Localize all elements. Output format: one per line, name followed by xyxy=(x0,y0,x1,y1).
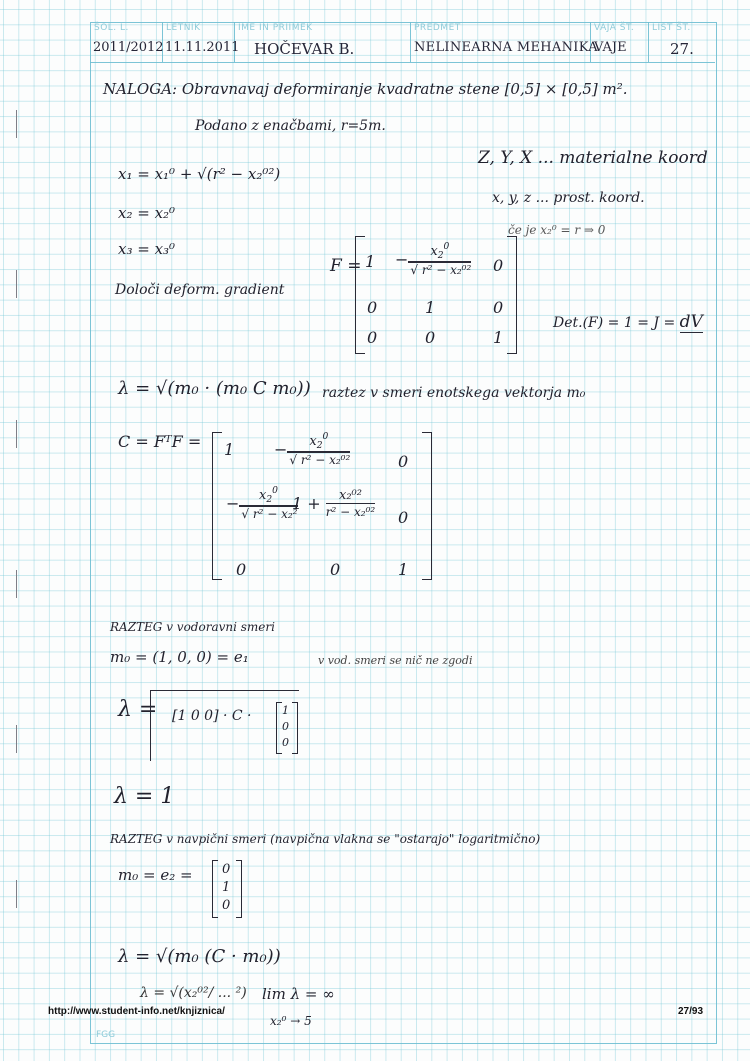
equation-x3: x₃ = x₃⁰ xyxy=(118,240,176,258)
horizontal-stretch-heading: RAZTEG v vodoravni smeri xyxy=(110,620,275,634)
header-subject: NELINEARNA MEHANIKA xyxy=(414,40,598,55)
vector-cell: 1 xyxy=(282,704,289,717)
c-label: C = FᵀF = xyxy=(118,432,202,451)
header-type: VAJE xyxy=(594,40,627,55)
margin-mark xyxy=(16,570,17,598)
vector-cell: 0 xyxy=(282,720,289,733)
det-f-line xyxy=(553,312,703,332)
margin-mark xyxy=(16,270,17,298)
tail-formula: λ = √(x₂⁰²/ ... ²) xyxy=(140,985,247,1001)
limit-subscript: x₂⁰ → 5 xyxy=(270,1014,312,1028)
matrix-cell: 0 xyxy=(425,328,436,347)
header-year: 2011/2012 xyxy=(93,40,164,55)
bracket-left xyxy=(212,432,222,580)
matrix-cell: 0 xyxy=(330,560,341,579)
matrix-cell-fraction: 1 + $\frac{\text{x₂⁰²}}{\text{r² − x₂⁰²}}$ xyxy=(292,488,376,519)
no-change-note: v vod. smeri se nič ne zgodi xyxy=(318,654,473,667)
m0-e1: m₀ = (1, 0, 0) = e₁ xyxy=(110,648,249,666)
matrix-cell: 0 xyxy=(398,452,409,471)
matrix-cell: 0 xyxy=(398,508,409,527)
header-year-label: ŠOL. L. xyxy=(94,23,129,33)
header-subject-cell xyxy=(410,22,598,62)
bracket-right xyxy=(507,236,517,354)
header-name-cell xyxy=(234,22,411,62)
header-date-cell xyxy=(162,22,240,62)
row-vector-product: [1 0 0] · C · xyxy=(172,708,252,724)
header-name-label: IME IN PRIIMEK xyxy=(238,23,313,33)
header-page: 27. xyxy=(670,40,694,58)
matrix-cell: 0 xyxy=(367,298,378,317)
material-coords-note: Z, Y, X ... materialne koord xyxy=(478,148,708,168)
column-vector-e1 xyxy=(276,702,298,754)
header-type-cell xyxy=(590,22,649,62)
matrix-cell: 1 xyxy=(398,560,409,579)
lambda-result: λ = 1 xyxy=(114,784,175,809)
matrix-cell-fraction: − $\frac{x_2^0}{\text{√ r² − x₂²}}$ xyxy=(226,486,298,521)
spatial-coords-note: x, y, z ... prost. koord. xyxy=(492,190,645,206)
matrix-cell: 1 xyxy=(224,440,235,459)
page-counter: 27/93 xyxy=(678,1006,704,1017)
gradient-task: Določi deform. gradient xyxy=(115,282,285,298)
bracket-left xyxy=(212,860,218,918)
matrix-cell: 1 xyxy=(493,328,504,347)
margin-mark xyxy=(16,725,17,753)
lambda-vertical: λ = √(m₀ (C · m₀)) xyxy=(118,946,281,967)
det-f-text: Det.(F) = 1 = J = xyxy=(553,315,676,331)
header-page-label: LIST ŠT. xyxy=(652,23,691,33)
header-subject-label: PREDMET xyxy=(414,23,461,33)
header-date: 11.11.2011 xyxy=(165,40,240,55)
vertical-stretch-heading: RAZTEG v navpični smeri (navpična vlakna se "ostarajo" logaritmično) xyxy=(110,832,541,846)
margin-mark xyxy=(16,110,17,138)
matrix-cell: 0 xyxy=(236,560,247,579)
lambda-horizontal: λ = xyxy=(118,697,158,722)
matrix-cell: 1 xyxy=(425,298,436,317)
f-label: F = xyxy=(330,256,362,276)
vector-cell: 1 xyxy=(222,880,231,895)
limit-formula: lim λ = ∞ xyxy=(262,985,335,1003)
stretch-description: raztez v smeri enotskega vektorja m₀ xyxy=(322,385,586,401)
matrix-cell: 0 xyxy=(493,298,504,317)
margin-mark xyxy=(16,420,17,448)
matrix-cell: 0 xyxy=(493,256,504,275)
matrix-cell-fraction: − $\frac{x_2^0}{\text{√ r² − x₂⁰²}}$ xyxy=(274,432,351,467)
matrix-cell: 0 xyxy=(367,328,378,347)
vector-cell: 0 xyxy=(222,898,231,913)
matrix-cell-fraction: − $\frac{x_2^0}{\text{√ r² − x₂⁰²}}$ xyxy=(395,242,472,277)
bracket-right xyxy=(422,432,432,580)
m0-e2: m₀ = e₂ = xyxy=(118,866,193,884)
stretch-definition: λ = √(m₀ · (m₀ C m₀)) xyxy=(118,378,311,399)
bracket-right xyxy=(292,702,298,754)
condition-note: če je x₂⁰ = r ⇒ 0 xyxy=(508,223,606,237)
header-year-cell xyxy=(90,22,163,62)
task-statement: NALOGA: Obravnavaj deformiranje kvadratne stene [0,5] × [0,5] m². xyxy=(103,80,628,98)
equation-x1: x₁ = x₁⁰ + √(r² − x₂⁰²) xyxy=(118,165,281,183)
margin-mark xyxy=(16,880,17,908)
vector-cell: 0 xyxy=(222,862,231,877)
deformation-gradient-matrix xyxy=(355,236,517,354)
header-type-label: VAJA ŠT. xyxy=(594,23,635,33)
bracket-right xyxy=(236,860,242,918)
matrix-cell: 1 xyxy=(365,252,376,271)
header-name: HOČEVAR B. xyxy=(254,40,355,58)
cauchy-green-matrix xyxy=(212,432,432,580)
dv-text: dV xyxy=(679,312,703,332)
source-url[interactable]: http://www.student-info.net/knjiznica/ xyxy=(48,1006,225,1017)
header-date-label: LETNIK xyxy=(166,23,201,33)
equation-x2: x₂ = x₂⁰ xyxy=(118,204,176,222)
fgg-mark: FGG xyxy=(96,1030,116,1040)
column-vector-e2 xyxy=(212,860,242,918)
header-page-cell xyxy=(648,22,715,62)
bracket-left xyxy=(355,236,365,354)
sheet-header xyxy=(90,22,715,63)
given-data: Podano z enačbami, r=5m. xyxy=(195,118,386,134)
vector-cell: 0 xyxy=(282,736,289,749)
